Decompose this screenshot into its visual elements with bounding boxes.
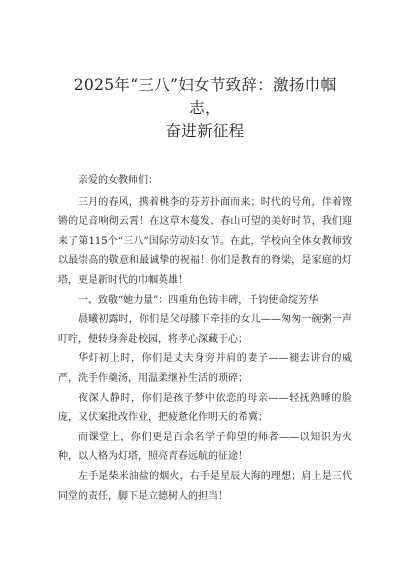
section-heading: 一、致敬“她力量”：四重角色铸丰碑，千钧使命绽芳华 <box>78 294 319 306</box>
intro-paragraph: 三月的春风，携着桃李的芬芳扑面而来；时代的号角，伴着铿锵的足音响彻云霄！在这草木蔓发、春山可望的美好时节，我们迎来了第115个“三八”国际劳动妇女节。在此，学校向全体女教师致以最崇高的敬意和最诚挚的祝福！你们是教育的脊梁，是家庭的灯塔，更是新时代的巾帼英雄！ <box>58 196 352 286</box>
paragraph-wife: 华灯初上时，你们是丈夫身旁并肩的妻子——褪去讲台的威严，洗手作羹汤，用温柔继补生活的琐碎； <box>58 353 352 384</box>
title-line-2: 奋进新征程 <box>165 122 245 140</box>
document-title <box>58 74 352 143</box>
paragraph-mother: 夜深人静时，你们是孩子梦中依恋的母亲——轻抚熟睡的脸庞，又伏案批改作业，把疲惫化作明天的希冀； <box>58 392 352 424</box>
greeting: 亲爱的女教师们： <box>78 175 158 186</box>
title-line-1: 2025年“三八”妇女节致辞：激扬巾帼志， <box>73 76 337 117</box>
paragraph-daughter: 晨曦初露时，你们是父母膝下牵挂的女儿——匆匆一碗粥一声叮咛，便转身奔赴校园，将孝心深藏于心； <box>58 314 352 345</box>
document-body <box>58 171 352 506</box>
paragraph-closing: 左手是柴米油盐的烟火，右手是星辰大海的理想；肩上是三代同堂的责任，脚下是立德树人的担当！ <box>58 470 352 502</box>
paragraph-teacher: 而课堂上，你们更是百余名学子仰望的师者——以知识为火种，以人格为灯塔，照亮青春远航的征途！ <box>58 431 352 463</box>
